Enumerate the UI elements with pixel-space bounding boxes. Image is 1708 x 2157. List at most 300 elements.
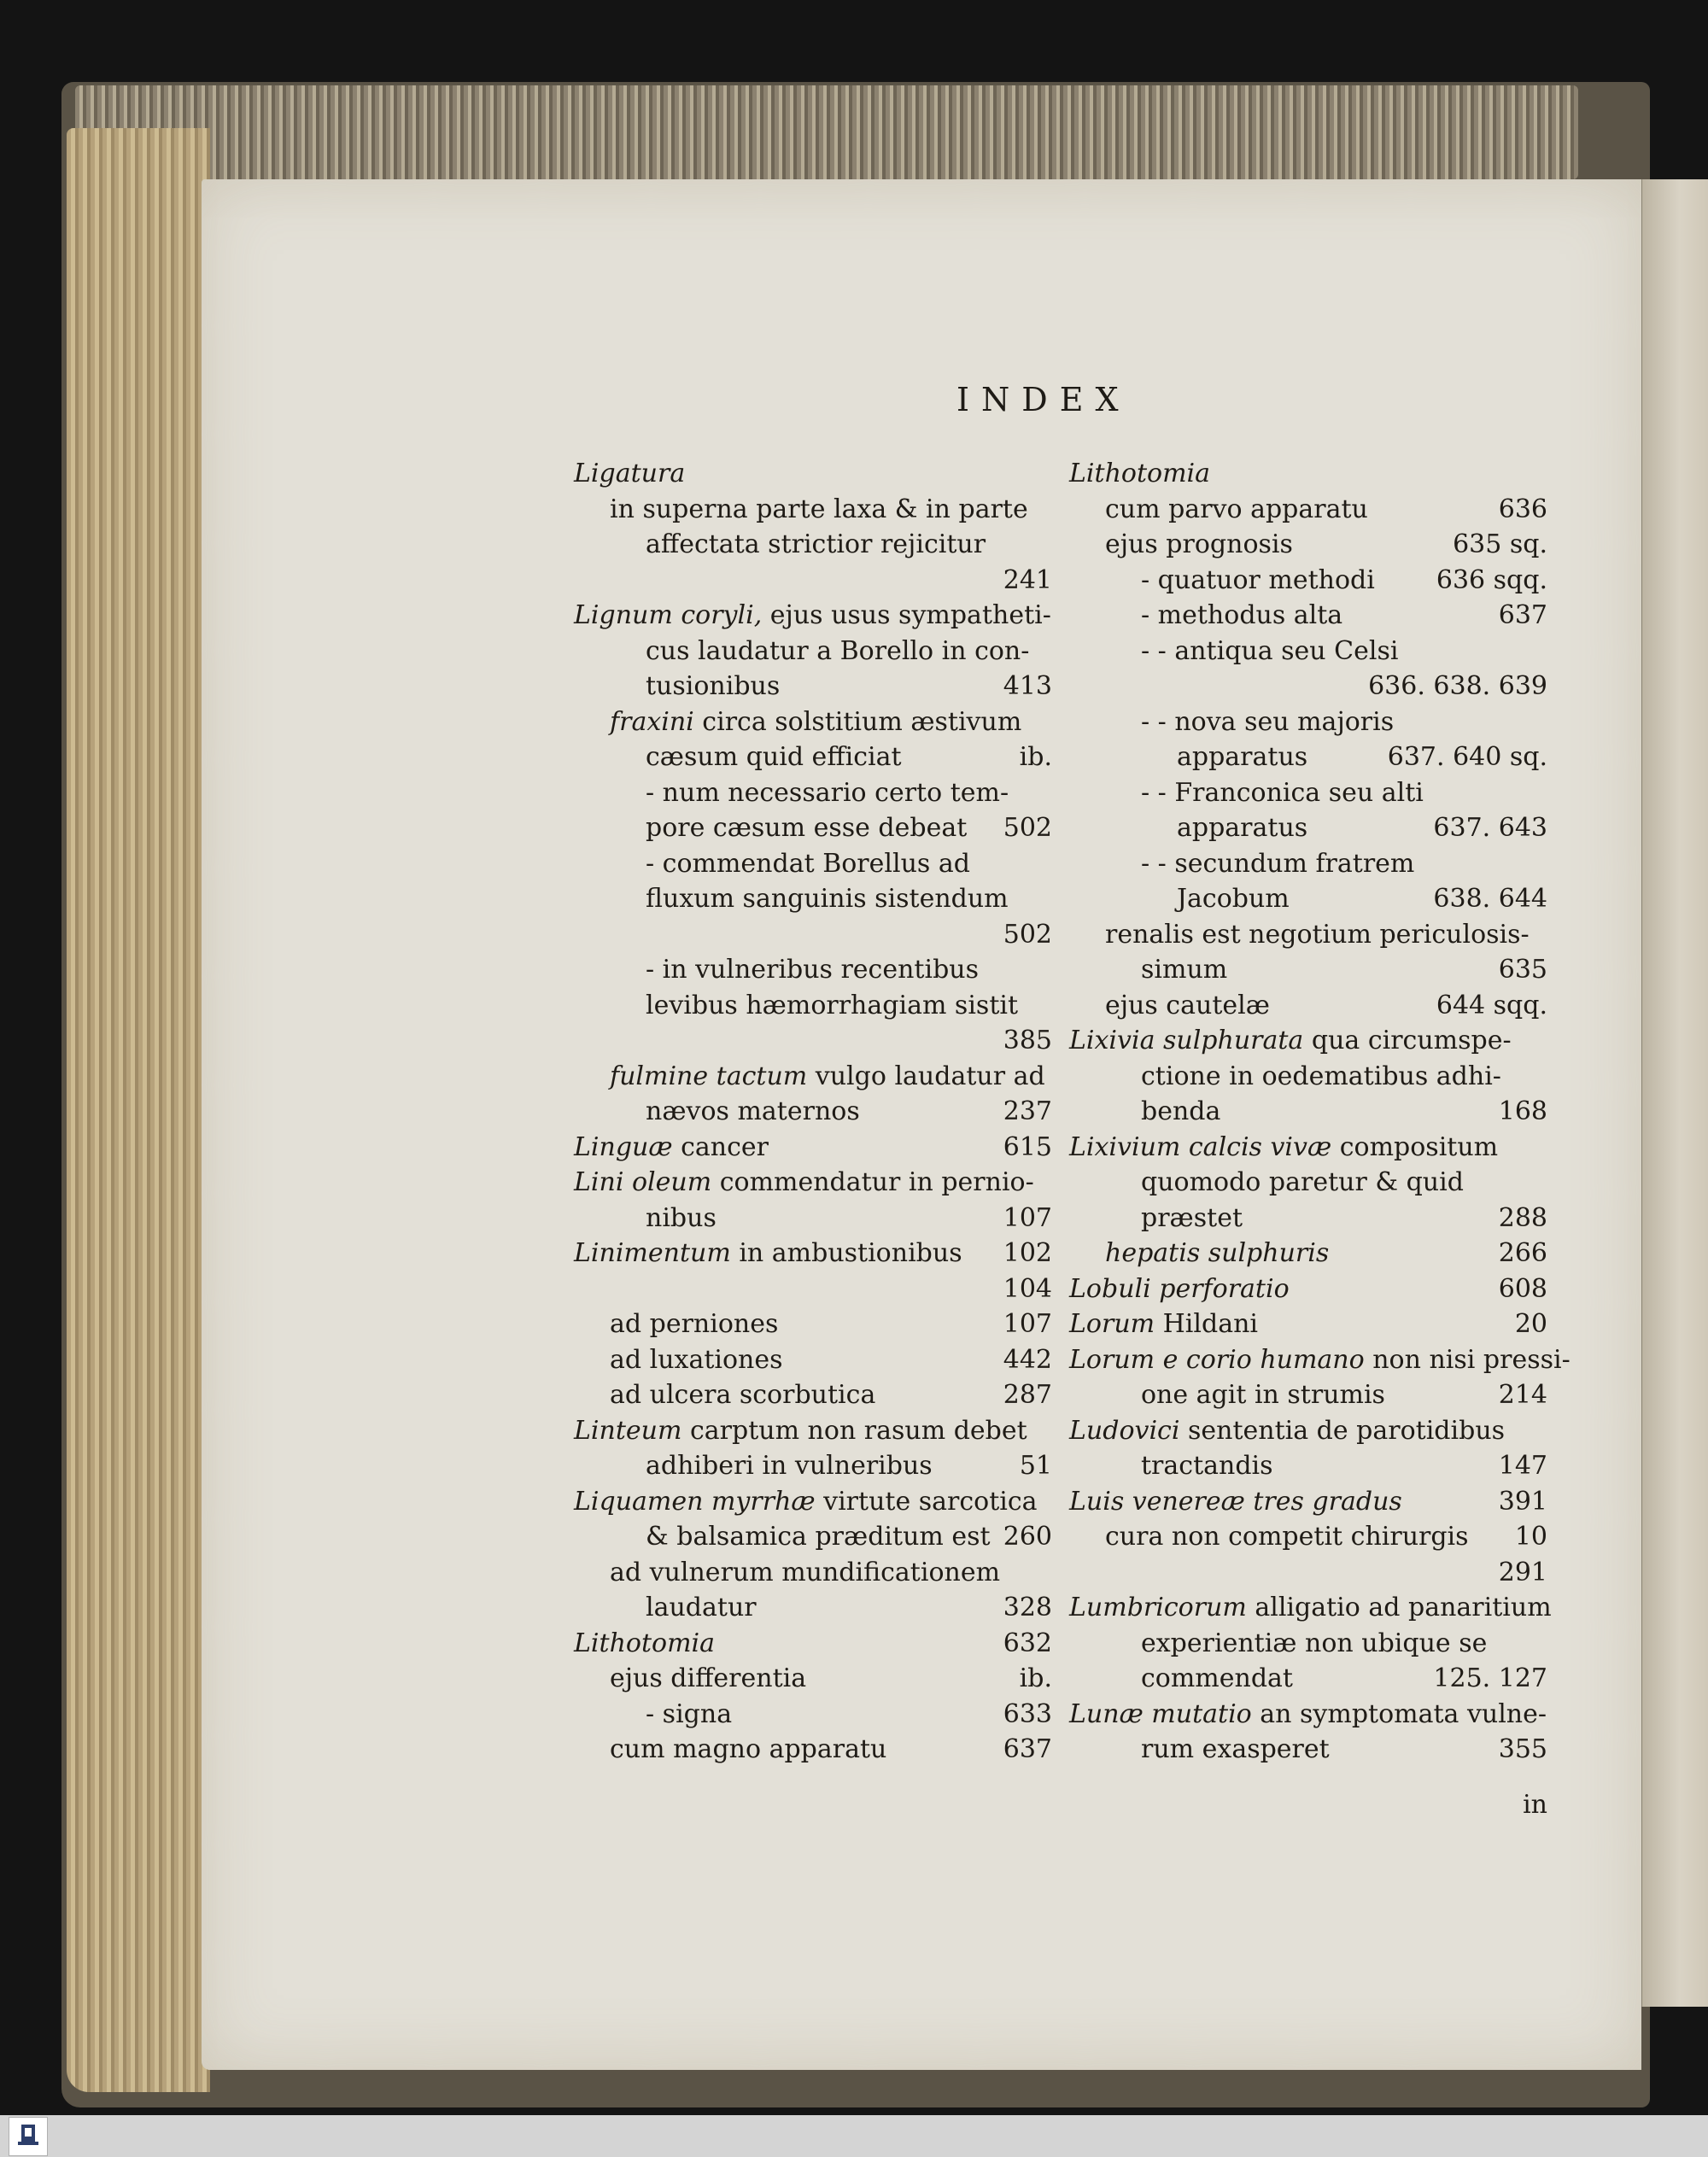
entry-line-text <box>574 1132 769 1162</box>
index-line <box>574 775 1052 811</box>
entry-line-text <box>574 1309 778 1339</box>
catchword: in <box>1523 1790 1547 1820</box>
index-line <box>1069 598 1547 634</box>
entry-line-text <box>574 920 646 950</box>
entry-text: commendatur in pernio- <box>719 1167 1034 1197</box>
entry-line-text <box>574 565 646 595</box>
entry-text: experientiæ non ubique se <box>1141 1628 1488 1658</box>
entry-line-text <box>1069 849 1414 879</box>
entry-text: tractandis <box>1141 1451 1273 1481</box>
index-column-left <box>574 456 1052 1768</box>
entry-line-text <box>574 1416 1027 1446</box>
index-line <box>574 1555 1052 1591</box>
entry-headword: Linguæ <box>574 1131 673 1162</box>
index-line <box>1069 669 1547 704</box>
entry-line-text <box>574 849 970 879</box>
index-line <box>574 1094 1052 1130</box>
page-reference: 241 <box>1003 564 1052 595</box>
page-edges-left <box>67 128 210 2092</box>
index-line <box>1069 1413 1547 1449</box>
entry-line-text <box>1069 1238 1329 1268</box>
entry-line-text <box>574 1522 991 1552</box>
index-line <box>1069 1661 1547 1697</box>
entry-line-text <box>1069 1203 1243 1233</box>
entry-text: nævos maternos <box>646 1096 860 1126</box>
index-entry <box>574 1413 1052 1484</box>
entry-line-text <box>574 529 986 559</box>
index-line <box>1069 739 1547 775</box>
entry-line-text <box>574 1380 875 1410</box>
entry-line-text <box>1069 955 1227 985</box>
entry-text: simum <box>1141 955 1228 985</box>
entry-line-text <box>1069 1345 1571 1375</box>
entry-line-text <box>1069 1451 1273 1481</box>
entry-text: - - antiqua seu Celsi <box>1141 635 1399 666</box>
page-reference: 391 <box>1498 1486 1547 1517</box>
entry-line-text <box>1069 1487 1402 1517</box>
index-line <box>1069 1590 1552 1626</box>
index-entry <box>1069 456 1547 1023</box>
index-line <box>574 634 1052 669</box>
index-line <box>574 1484 1052 1520</box>
entry-line-text <box>1069 1061 1501 1091</box>
entry-line-text <box>1069 1663 1293 1693</box>
entry-text: sententia de parotidibus <box>1188 1415 1506 1446</box>
index-line <box>574 1377 1052 1413</box>
entry-text-rest: vulgo laudatur ad <box>807 1061 1045 1091</box>
index-line <box>574 917 1052 953</box>
entry-line-text <box>574 707 1021 737</box>
entry-headword: Lixivium calcis vivæ <box>1069 1131 1332 1162</box>
entry-line-text <box>574 1061 1045 1091</box>
page-reference: 502 <box>1003 813 1052 843</box>
index-line <box>1069 1555 1547 1591</box>
index-line <box>574 1448 1052 1484</box>
page-reference: 214 <box>1498 1380 1547 1410</box>
page-reference: ib. <box>1019 742 1052 772</box>
entry-headword: Linteum <box>574 1415 682 1446</box>
entry-text: levibus hæmorrhagiam sistit <box>646 990 1019 1020</box>
entry-line-text <box>574 884 1009 914</box>
entry-text: ctione in oedematibus adhi- <box>1141 1061 1501 1091</box>
entry-headword: Lumbricorum <box>1069 1593 1247 1622</box>
entry-text: carptum non rasum debet <box>689 1415 1027 1446</box>
index-line <box>1069 952 1547 988</box>
index-line <box>574 739 1052 775</box>
entry-line-text <box>1069 1026 1512 1055</box>
entry-line-text <box>574 671 780 701</box>
entry-text: in ambustionibus <box>739 1238 962 1268</box>
entry-line-text <box>1069 600 1342 630</box>
index-line <box>1069 775 1547 811</box>
entry-text: tusionibus <box>646 671 781 701</box>
entry-line-text <box>1069 494 1368 524</box>
page-reference: 51 <box>1019 1451 1052 1481</box>
entry-text: qua circumspe- <box>1311 1026 1512 1055</box>
entry-text: ejus prognosis <box>1105 529 1293 559</box>
entry-line-text <box>574 1734 886 1764</box>
page-reference: 608 <box>1498 1273 1547 1304</box>
entry-line-text <box>1069 1309 1258 1339</box>
entry-line-text <box>574 636 1029 666</box>
entry-line-text <box>574 813 967 843</box>
index-line <box>1069 1342 1571 1378</box>
index-entry <box>1069 1484 1547 1591</box>
entry-line-text <box>1069 1628 1487 1658</box>
page-reference: 147 <box>1498 1451 1547 1481</box>
index-line <box>1069 1484 1547 1520</box>
entry-text: an symptomata vulne- <box>1260 1698 1547 1729</box>
entry-line-text <box>574 459 685 488</box>
entry-line-text <box>574 1274 646 1304</box>
index-line <box>1069 1448 1547 1484</box>
entry-line-text <box>1069 1167 1464 1197</box>
page-edges-top <box>75 85 1578 179</box>
index-entry <box>574 1484 1052 1626</box>
entry-line-text <box>574 600 1051 630</box>
index-line <box>1069 527 1547 563</box>
entry-line-text <box>574 1699 732 1729</box>
entry-text: Jacobum <box>1177 884 1290 914</box>
index-line <box>1069 1626 1547 1662</box>
facing-page-edge <box>1640 179 1708 2007</box>
entry-text: cum parvo apparatu <box>1105 494 1368 524</box>
page-reference: 168 <box>1498 1096 1547 1126</box>
page-reference: 355 <box>1498 1734 1547 1764</box>
entry-text: commendat <box>1141 1663 1293 1693</box>
entry-line-text <box>574 1238 962 1268</box>
entry-headword: Lignum coryli, <box>574 600 763 630</box>
entry-line-text <box>1069 742 1307 772</box>
entry-text: adhiberi in vulneribus <box>646 1451 933 1481</box>
index-line <box>1069 917 1547 953</box>
page-reference: 632 <box>1003 1628 1052 1658</box>
entry-line-text <box>574 955 979 985</box>
index-line <box>1069 1130 1547 1166</box>
index-entry <box>574 598 1052 1130</box>
entry-text: laudatur <box>646 1593 757 1622</box>
entry-line-text <box>1069 1558 1105 1587</box>
index-line <box>1069 1271 1547 1307</box>
entry-text: cum magno apparatu <box>610 1734 887 1764</box>
page-reference: 385 <box>1003 1026 1052 1055</box>
index-line <box>1069 1023 1547 1059</box>
index-line <box>1069 634 1547 669</box>
index-line <box>1069 563 1547 599</box>
page-reference: 413 <box>1003 671 1052 701</box>
index-entry <box>1069 1697 1547 1768</box>
page-reference: 633 <box>1003 1698 1052 1729</box>
index-entry <box>574 456 1052 598</box>
entry-text: non nisi pressi- <box>1372 1344 1571 1375</box>
entry-subheadword: fulmine tactum <box>610 1061 808 1091</box>
entry-line-text <box>1069 707 1394 737</box>
page-reference: 125. 127 <box>1433 1663 1547 1693</box>
page-reference: 266 <box>1498 1238 1547 1268</box>
index-line <box>574 669 1052 704</box>
index-line <box>574 1342 1052 1378</box>
index-line <box>574 988 1052 1024</box>
entry-text: ad luxationes <box>610 1344 783 1375</box>
entry-text: ejus cautelæ <box>1105 990 1270 1020</box>
index-line <box>574 1413 1052 1449</box>
entry-text-rest: circa solstitium æstivum <box>693 706 1022 737</box>
entry-line-text <box>574 1203 717 1233</box>
entry-line-text <box>574 1663 806 1693</box>
index-line <box>1069 881 1547 917</box>
index-line <box>574 527 1052 563</box>
entry-line-text <box>574 494 1028 524</box>
index-line <box>574 704 1052 740</box>
entry-line-text <box>1069 778 1424 808</box>
index-line <box>1069 1519 1547 1555</box>
entry-line-text <box>574 1487 1038 1517</box>
index-line <box>574 1165 1052 1201</box>
entry-headword: Linimentum <box>574 1238 731 1268</box>
entry-headword: Ligatura <box>574 459 686 488</box>
entry-line-text <box>1069 1274 1290 1304</box>
entry-text: - - secundum fratrem <box>1141 848 1415 879</box>
entry-headword: Lunæ mutatio <box>1069 1698 1252 1729</box>
entry-text: affectata strictior rejicitur <box>646 529 986 559</box>
entry-line-text <box>1069 1416 1505 1446</box>
page-reference: 644 sqq. <box>1436 990 1547 1020</box>
entry-headword: Luis venereæ tres gradus <box>1069 1486 1402 1517</box>
library-logo-icon <box>9 2117 48 2156</box>
entry-line-text <box>1069 813 1307 843</box>
entry-text: & balsamica præditum est <box>646 1522 991 1552</box>
entry-line-text <box>574 1345 783 1375</box>
entry-line-text <box>1069 1699 1547 1729</box>
entry-text: ejus differentia <box>610 1663 807 1693</box>
page-reference: 10 <box>1514 1522 1547 1552</box>
index-line <box>1069 492 1547 528</box>
index-line <box>1069 1165 1547 1201</box>
page-reference: 287 <box>1003 1380 1052 1410</box>
index-line <box>574 456 1052 492</box>
page-reference: 638. 644 <box>1433 884 1547 914</box>
entry-line-text <box>574 991 1018 1020</box>
viewer-footer-bar <box>0 2115 1708 2157</box>
entry-line-text <box>574 1167 1034 1197</box>
entry-subheadword: fraxini <box>610 706 694 737</box>
entry-headword: Lorum <box>1069 1309 1155 1339</box>
page-reference: 637 <box>1498 600 1547 630</box>
entry-text: Hildani <box>1162 1309 1258 1339</box>
entry-line-text <box>1069 459 1210 488</box>
entry-text: cæsum quid efficiat <box>646 742 902 772</box>
index-entry <box>574 1165 1052 1236</box>
entry-text: quomodo paretur & quid <box>1141 1167 1464 1197</box>
entry-headword: Lobuli perforatio <box>1069 1273 1290 1304</box>
entry-text: - - Franconica seu alti <box>1141 777 1424 808</box>
index-line <box>1069 988 1547 1024</box>
entry-line-text <box>1069 636 1398 666</box>
entry-text: cus laudatur a Borello in con- <box>646 635 1030 666</box>
entry-text: nibus <box>646 1202 717 1233</box>
page-reference: 260 <box>1003 1522 1052 1552</box>
page-reference: 635 sq. <box>1453 529 1547 559</box>
index-line <box>1069 456 1547 492</box>
index-line <box>1069 1377 1547 1413</box>
index-line <box>1069 1059 1547 1095</box>
page-reference: 442 <box>1003 1344 1052 1375</box>
page-reference: 328 <box>1003 1593 1052 1622</box>
entry-text: in superna parte laxa & in parte <box>610 494 1028 524</box>
index-line <box>574 1023 1052 1059</box>
entry-line-text <box>1069 1522 1469 1552</box>
entry-line-text <box>574 1558 1000 1587</box>
page-reference: 291 <box>1498 1557 1547 1587</box>
entry-text: - methodus alta <box>1141 600 1343 630</box>
entry-line-text <box>1069 565 1375 595</box>
page-reference: 615 <box>1003 1131 1052 1162</box>
index-entry <box>1069 1342 1571 1413</box>
entry-text: alligatio ad panaritium <box>1255 1593 1552 1622</box>
entry-line-text <box>574 1026 646 1055</box>
index-line <box>1069 1094 1547 1130</box>
index-line <box>574 1697 1052 1733</box>
entry-headword: Lithotomia <box>1069 459 1210 488</box>
index-line <box>574 492 1052 528</box>
page-reference: 237 <box>1003 1096 1052 1126</box>
index-entry <box>574 1626 1052 1768</box>
page-reference: 107 <box>1003 1309 1052 1339</box>
entry-text: apparatus <box>1177 813 1308 843</box>
index-line <box>574 563 1052 599</box>
entry-line-text <box>1069 671 1141 701</box>
entry-headword: Lorum e corio humano <box>1069 1344 1365 1375</box>
index-line <box>1069 1201 1547 1236</box>
index-column-right <box>1069 456 1571 1820</box>
entry-line-text <box>1069 1734 1330 1764</box>
page-reference: ib. <box>1019 1663 1052 1693</box>
index-line <box>574 598 1052 634</box>
entry-text: virtute sarcotica <box>823 1486 1038 1517</box>
entry-text: one agit in strumis <box>1141 1380 1385 1410</box>
entry-text: apparatus <box>1177 742 1308 772</box>
entry-text: cura non competit chirurgis <box>1105 1522 1469 1552</box>
entry-line-text <box>1069 884 1290 914</box>
entry-text: ad vulnerum mundificationem <box>610 1557 1001 1587</box>
index-line <box>574 1271 1052 1307</box>
page-reference: 635 <box>1498 955 1547 985</box>
entry-text: - commendat Borellus ad <box>646 848 970 879</box>
index-line <box>1069 1697 1547 1733</box>
index-line <box>574 1590 1052 1626</box>
entry-line-text <box>1069 991 1270 1020</box>
entry-line-text <box>1069 1593 1552 1622</box>
entry-text: præstet <box>1141 1202 1243 1233</box>
index-line <box>574 1661 1052 1697</box>
entry-headword: Lini oleum <box>574 1167 712 1197</box>
index-entry <box>574 1130 1052 1166</box>
entry-text: - quatuor methodi <box>1141 564 1375 595</box>
index-line <box>1069 704 1547 740</box>
index-line <box>1069 1306 1547 1342</box>
entry-text: pore cæsum esse debeat <box>646 813 968 843</box>
entry-line-text <box>1069 920 1530 950</box>
page-reference: 637. 640 sq. <box>1387 742 1547 772</box>
entry-line-text <box>574 1451 933 1481</box>
entry-line-text <box>1069 529 1293 559</box>
entry-text: renalis est negotium periculosis- <box>1105 919 1530 950</box>
page-reference: 637 <box>1003 1734 1052 1764</box>
index-line <box>1069 810 1547 846</box>
page-reference: 107 <box>1003 1202 1052 1233</box>
page-reference: 502 <box>1003 919 1052 950</box>
entry-text: - signa <box>646 1698 733 1729</box>
page-reference: 636 sqq. <box>1436 564 1547 595</box>
index-line <box>574 1306 1052 1342</box>
entry-line-text <box>1069 1096 1220 1126</box>
entry-headword: Ludovici <box>1069 1415 1180 1446</box>
index-entry <box>1069 1271 1547 1307</box>
index-line <box>574 810 1052 846</box>
entry-line-text <box>574 1593 757 1622</box>
entry-text: compositum <box>1339 1131 1499 1162</box>
page-reference: 102 <box>1003 1238 1052 1268</box>
index-line <box>574 846 1052 882</box>
index-line <box>1069 846 1547 882</box>
index-entry <box>1069 1413 1547 1484</box>
index-line <box>1069 1236 1547 1271</box>
index-line <box>574 1130 1052 1166</box>
index-line <box>574 952 1052 988</box>
entry-text: benda <box>1141 1096 1221 1126</box>
entry-text: - num necessario certo tem- <box>646 777 1009 808</box>
entry-text: ad ulcera scorbutica <box>610 1380 876 1410</box>
entry-headword: Lixivia sulphurata <box>1069 1026 1304 1055</box>
entry-line-text <box>574 742 902 772</box>
index-line <box>574 1236 1052 1271</box>
entry-headword: Liquamen myrrhæ <box>574 1486 816 1517</box>
entry-line-text <box>1069 1380 1385 1410</box>
entry-text: - in vulneribus recentibus <box>646 955 979 985</box>
entry-line-text <box>1069 1132 1498 1162</box>
index-line <box>574 1732 1052 1768</box>
entry-text: ad perniones <box>610 1309 779 1339</box>
entry-text: - - nova seu majoris <box>1141 706 1395 737</box>
page-reference: 636 <box>1498 494 1547 524</box>
page-reference: 637. 643 <box>1433 813 1547 843</box>
index-line <box>574 1059 1052 1095</box>
page-reference: 288 <box>1498 1202 1547 1233</box>
index-entry <box>1069 1130 1547 1271</box>
index-line <box>1069 1732 1547 1768</box>
index-entry <box>574 1236 1052 1413</box>
page-reference: 104 <box>1003 1273 1052 1304</box>
index-entry <box>1069 1306 1547 1342</box>
entry-text: fluxum sanguinis sistendum <box>646 884 1009 914</box>
entry-subheadword: hepatis sulphuris <box>1105 1238 1330 1268</box>
entry-line-text <box>574 778 1009 808</box>
page-reference: 636. 638. 639 <box>1368 671 1547 701</box>
index-line <box>574 1519 1052 1555</box>
entry-line-text <box>574 1096 860 1126</box>
index-entry <box>1069 1023 1547 1130</box>
index-line <box>574 1626 1052 1662</box>
entry-text: ejus usus sympatheti- <box>769 600 1051 630</box>
index-entry <box>1069 1590 1552 1697</box>
index-line <box>574 1201 1052 1236</box>
entry-text: rum exasperet <box>1141 1734 1330 1764</box>
entry-headword: Lithotomia <box>574 1628 715 1658</box>
page-reference: 20 <box>1514 1309 1547 1339</box>
page-title: INDEX <box>956 381 1131 418</box>
index-line <box>574 881 1052 917</box>
entry-text: cancer <box>681 1131 769 1162</box>
